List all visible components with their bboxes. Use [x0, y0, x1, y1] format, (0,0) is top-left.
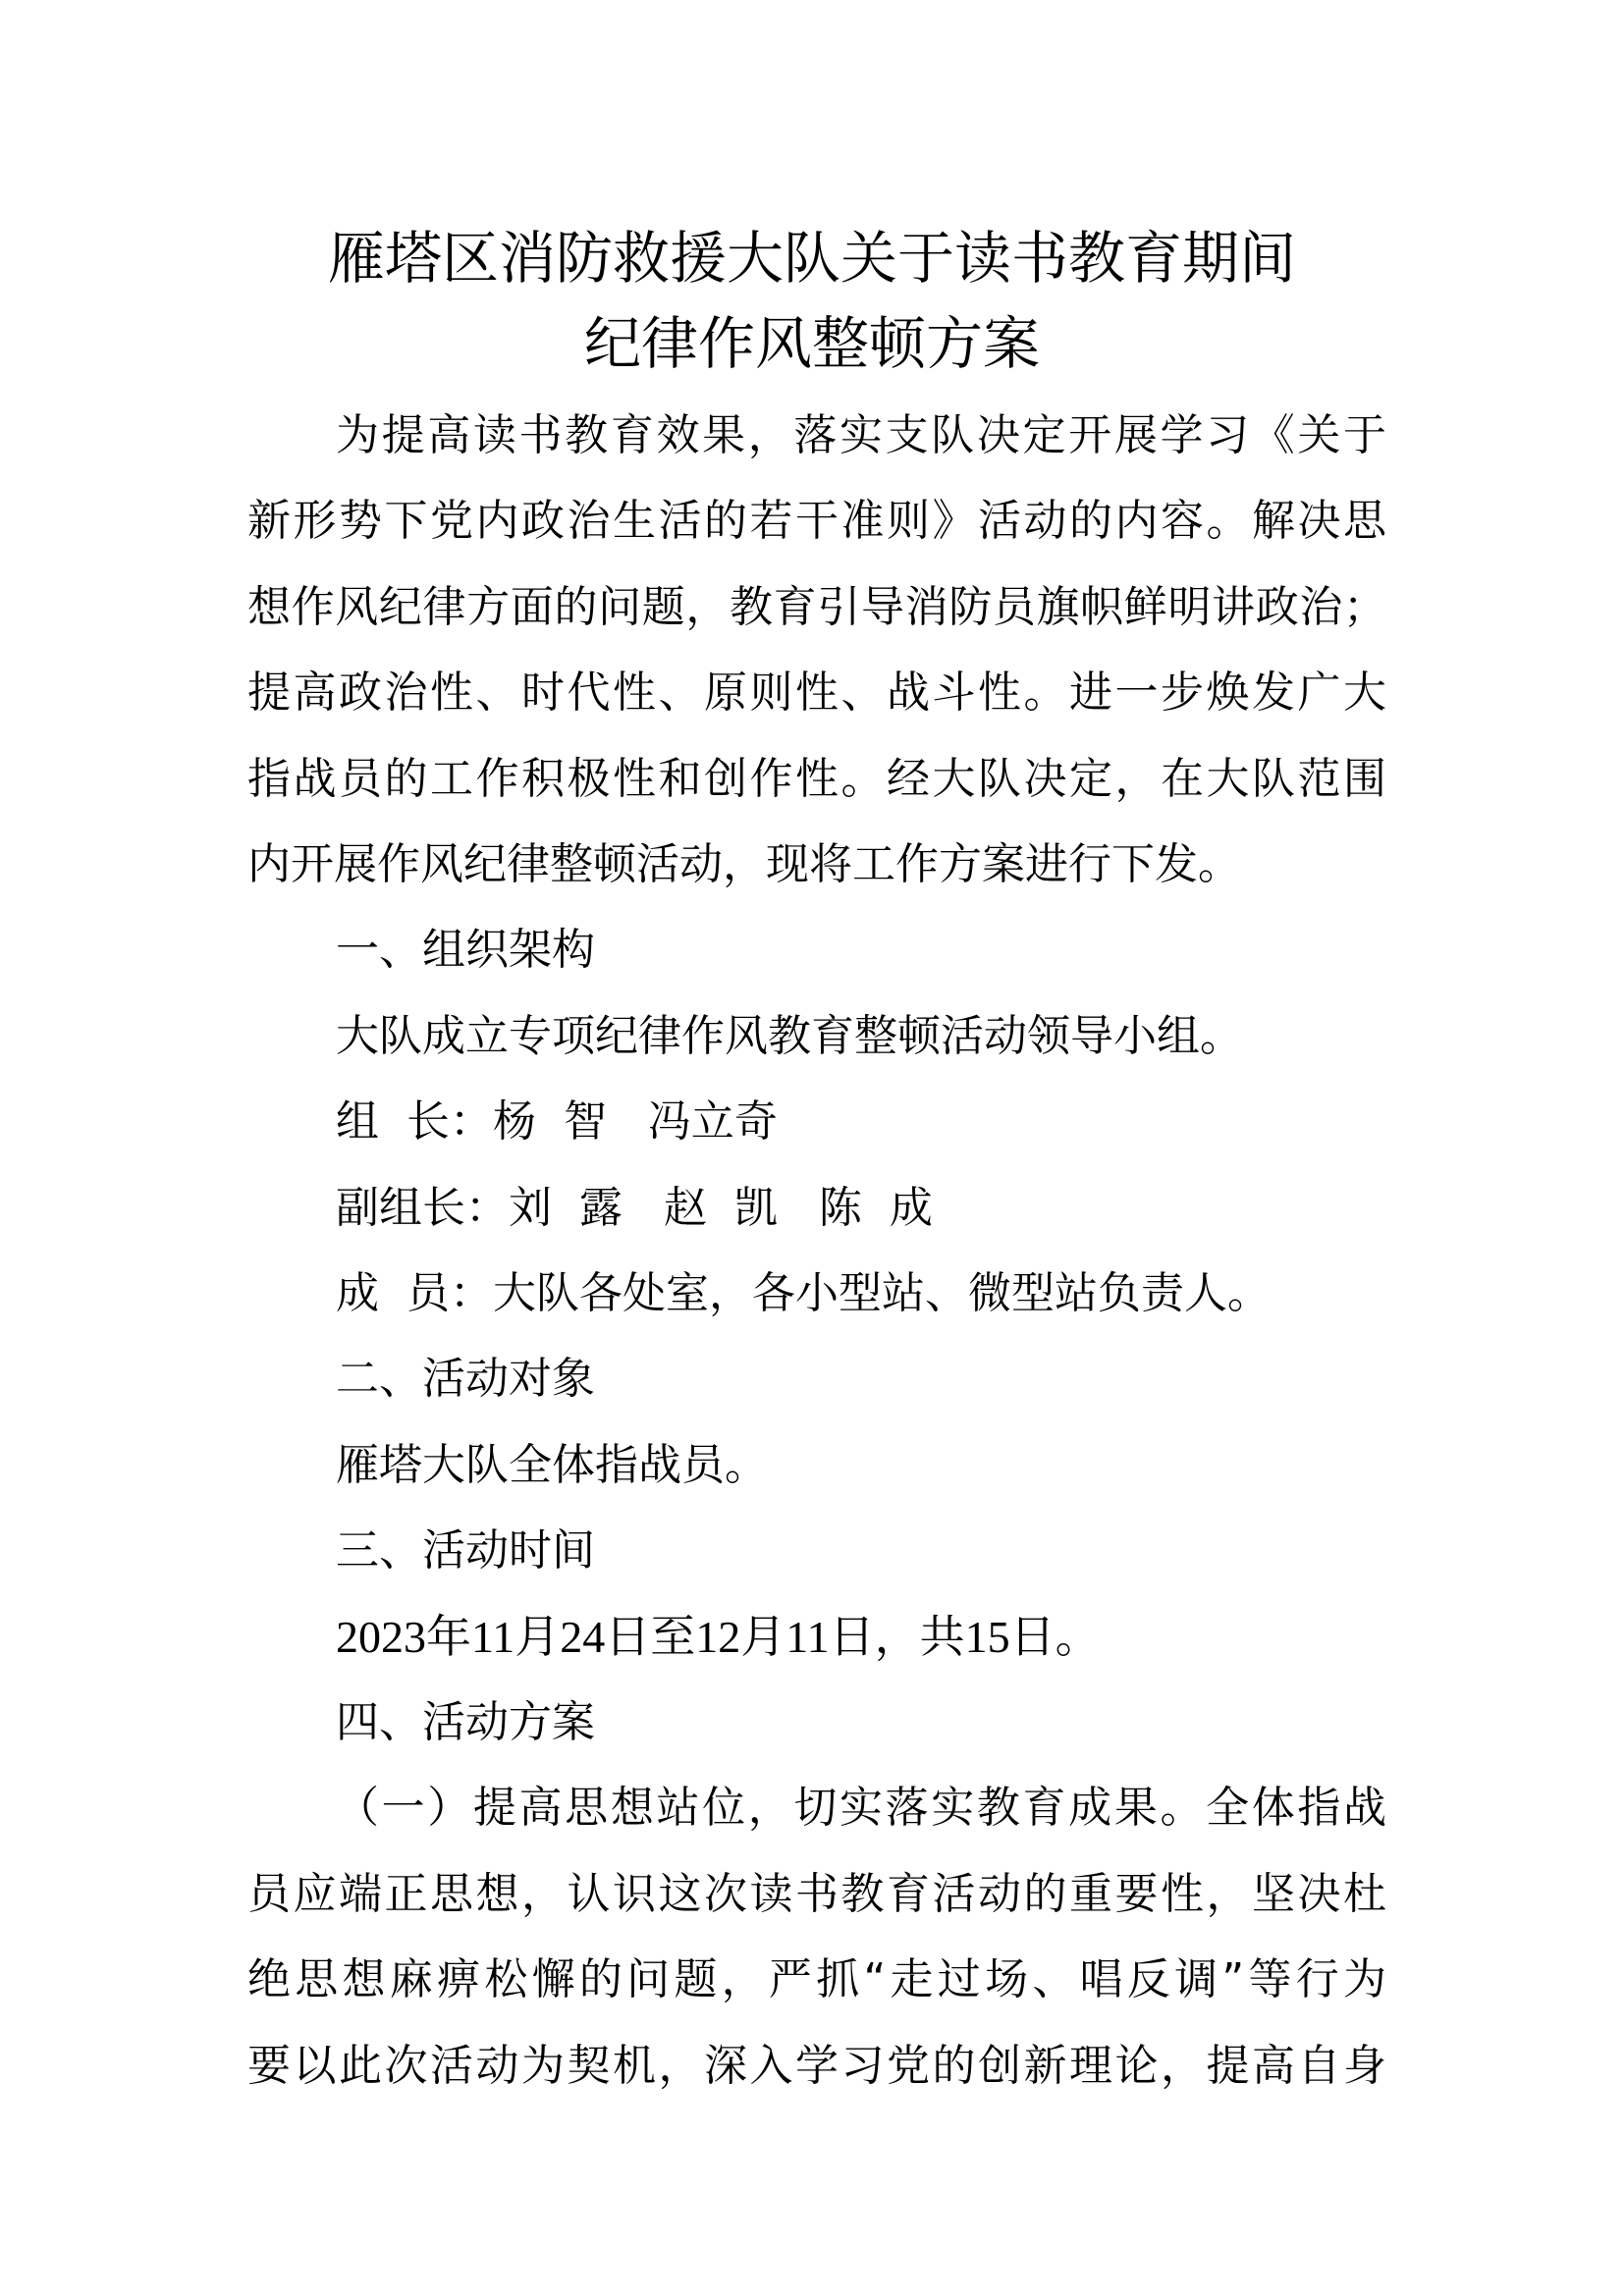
body-text-line: 雁塔大队全体指战员。	[336, 1440, 768, 1490]
body-text-line: 绝思想麻痹松懈的问题，严抓“走过场、唱反调”等行为	[247, 1954, 1386, 2004]
body-text-line: 内开展作风纪律整顿活动，现将工作方案进行下发。	[247, 839, 1241, 889]
body-text-line: 员应端正思想，认识这次读书教育活动的重要性，坚决杜	[247, 1869, 1386, 1919]
body-text-line: 一、组织架构	[336, 925, 595, 975]
body-text-line: 组 长：杨 智 冯立奇	[336, 1096, 778, 1147]
body-text-line: 为提高读书教育效果，落实支队决定开展学习《关于	[336, 410, 1386, 460]
body-text-line: 四、活动方案	[336, 1697, 595, 1747]
body-text-line: 大队成立专项纪律作风教育整顿活动领导小组。	[336, 1011, 1243, 1061]
body-text-line: 提高政治性、时代性、原则性、战斗性。进一步焕发广大	[247, 667, 1386, 718]
body-text-line: 二、活动对象	[336, 1354, 595, 1404]
body-text-line: 指战员的工作积极性和创作性。经大队决定，在大队范围	[247, 754, 1386, 804]
body-text-line: 成 员：大队各处室，各小型站、微型站负责人。	[336, 1268, 1271, 1318]
body-text-line: 新形势下党内政治生活的若干准则》活动的内容。解决思	[247, 496, 1386, 546]
body-text-line: 想作风纪律方面的问题，教育引导消防员旗帜鲜明讲政治；	[247, 582, 1386, 632]
body-text-line: 2023年11月24日至12月11日，共15日。	[336, 1612, 1101, 1662]
document-title-line: 纪律作风整顿方案	[583, 310, 1040, 377]
body-text-line: 副组长：刘 露 赵 凯 陈 成	[336, 1183, 933, 1233]
body-text-line: （一）提高思想站位，切实落实教育成果。全体指战	[336, 1783, 1386, 1833]
body-text-line: 要以此次活动为契机，深入学习党的创新理论，提高自身	[247, 2041, 1386, 2091]
body-text-line: 三、活动时间	[336, 1525, 595, 1575]
document-title-line: 雁塔区消防救援大队关于读书教育期间	[327, 225, 1296, 292]
